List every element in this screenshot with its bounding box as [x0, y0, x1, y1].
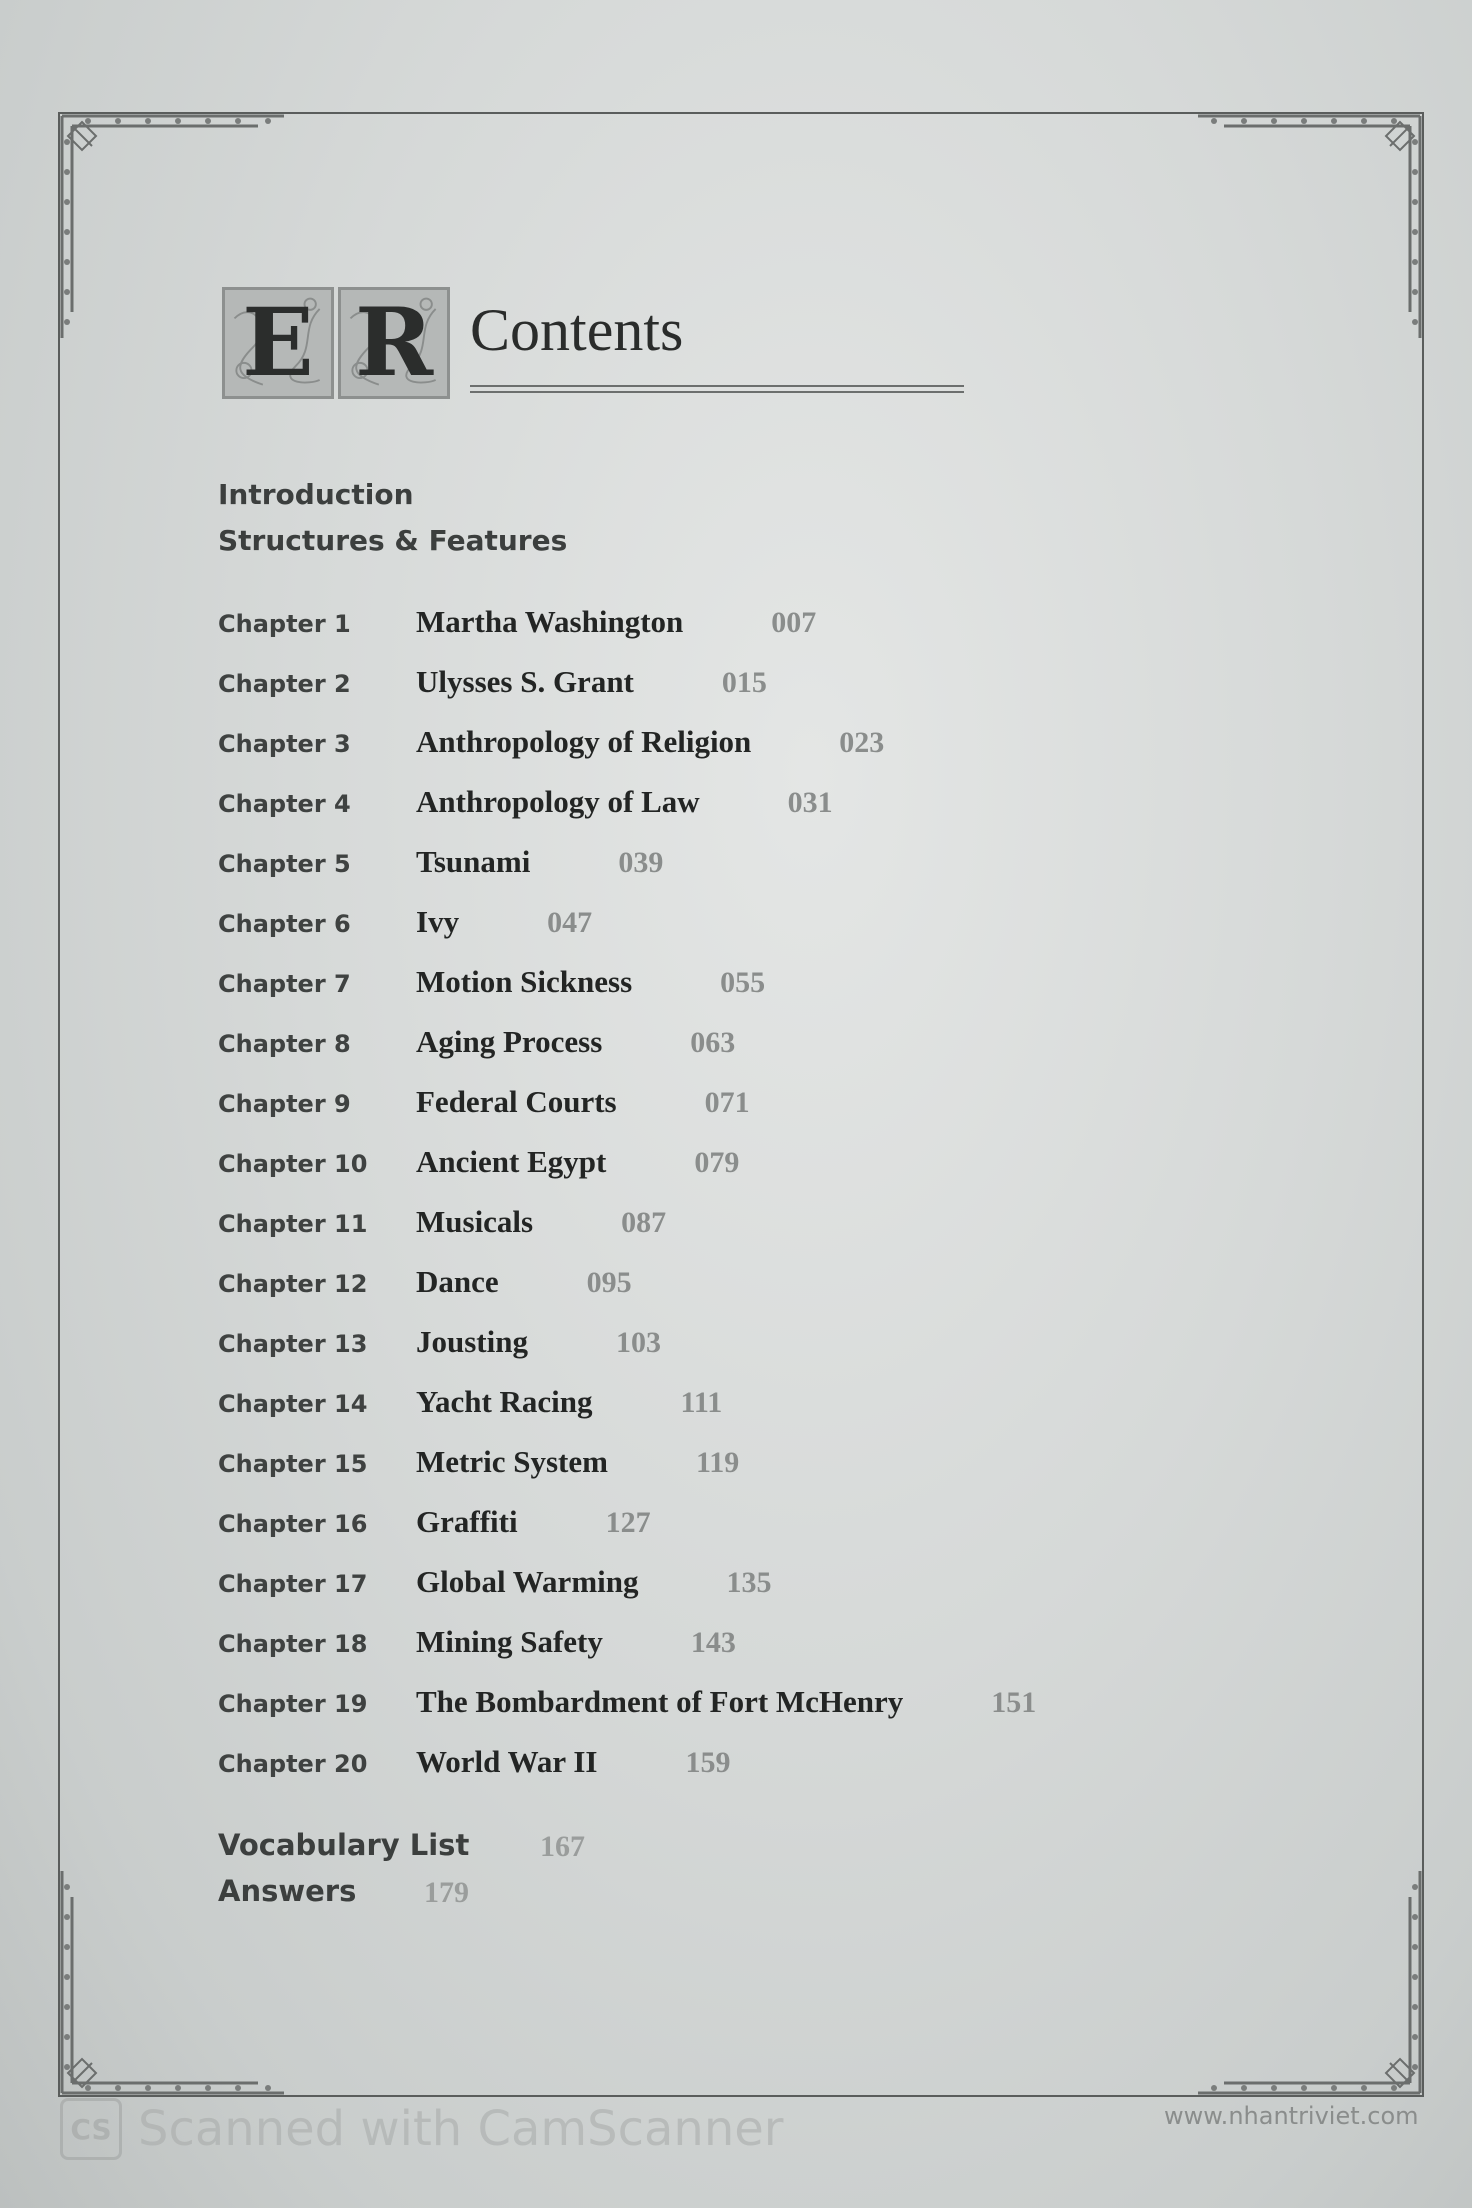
toc-row-chapter-9[interactable]	[218, 1084, 750, 1128]
chapter-title: Graffiti	[416, 1504, 518, 1539]
toc-row-chapter-16[interactable]	[218, 1504, 651, 1548]
chapter-page-number: 079	[694, 1146, 740, 1179]
toc-row-chapter-1[interactable]	[218, 604, 816, 648]
toc-row-chapter-19[interactable]	[218, 1684, 1036, 1728]
toc-row-chapter-15[interactable]	[218, 1444, 739, 1488]
toc-row-chapter-12[interactable]	[218, 1264, 632, 1308]
camscanner-logo-icon: CS	[60, 2098, 122, 2160]
camscanner-text: Scanned with CamScanner	[138, 2101, 784, 2157]
toc-row-chapter-6[interactable]	[218, 904, 592, 948]
chapter-page-number: 159	[685, 1746, 731, 1779]
chapter-page-number: 063	[690, 1026, 736, 1059]
chapter-page-number: 071	[704, 1086, 750, 1119]
vocabulary-list-page-number: 167	[540, 1830, 585, 1863]
toc-vocabulary-list[interactable]: Vocabulary List	[218, 1828, 470, 1862]
chapter-label: Chapter 18	[218, 1630, 368, 1658]
chapter-label: Chapter 11	[218, 1210, 368, 1238]
chapter-label: Chapter 6	[218, 910, 351, 938]
logo-letter-r: R	[338, 287, 450, 399]
chapter-page-number: 007	[771, 606, 817, 639]
toc-structures-features[interactable]: Structures & Features	[218, 524, 568, 557]
chapter-title: Anthropology of Religion	[416, 724, 752, 759]
chapter-title: Martha Washington	[416, 604, 684, 639]
chapter-label: Chapter 1	[218, 610, 351, 638]
chapter-label: Chapter 8	[218, 1030, 351, 1058]
chapter-page-number: 023	[839, 726, 885, 759]
ornament-corner-top-right	[1194, 112, 1424, 342]
chapter-label: Chapter 17	[218, 1570, 368, 1598]
chapter-label: Chapter 10	[218, 1150, 368, 1178]
chapter-title: Metric System	[416, 1444, 608, 1479]
chapter-title: Motion Sickness	[416, 964, 633, 999]
chapter-title: Federal Courts	[416, 1084, 617, 1119]
ornament-corner-bottom-right	[1194, 1867, 1424, 2097]
toc-row-chapter-3[interactable]	[218, 724, 884, 768]
chapter-title: Dance	[416, 1264, 499, 1299]
toc-row-chapter-20[interactable]	[218, 1744, 730, 1788]
toc-row-chapter-17[interactable]	[218, 1564, 772, 1608]
toc-row-chapter-2[interactable]	[218, 664, 767, 708]
chapter-title: Aging Process	[416, 1024, 603, 1059]
title-underline	[470, 385, 964, 393]
toc-row-chapter-13[interactable]	[218, 1324, 661, 1368]
chapter-label: Chapter 15	[218, 1450, 368, 1478]
chapter-page-number: 095	[586, 1266, 632, 1299]
chapter-label: Chapter 19	[218, 1690, 368, 1718]
chapter-label: Chapter 4	[218, 790, 351, 818]
toc-row-chapter-14[interactable]	[218, 1384, 722, 1428]
er-logo	[222, 287, 450, 399]
chapter-page-number: 111	[680, 1386, 723, 1419]
chapter-page-number: 031	[787, 786, 833, 819]
chapter-page-number: 119	[695, 1446, 740, 1479]
answers-page-number: 179	[424, 1876, 469, 1909]
chapter-label: Chapter 12	[218, 1270, 368, 1298]
chapter-page-number: 047	[547, 906, 593, 939]
chapter-page-number: 039	[618, 846, 664, 879]
chapter-title: Ulysses S. Grant	[416, 664, 634, 699]
toc-row-chapter-7[interactable]	[218, 964, 765, 1008]
toc-row-chapter-5[interactable]	[218, 844, 663, 888]
chapter-title: World War II	[416, 1744, 598, 1779]
toc-row-chapter-8[interactable]	[218, 1024, 735, 1068]
chapter-page-number: 135	[726, 1566, 772, 1599]
toc-row-chapter-10[interactable]	[218, 1144, 739, 1188]
chapter-title: Ancient Egypt	[416, 1144, 607, 1179]
chapter-page-number: 015	[721, 666, 767, 699]
toc-introduction[interactable]: Introduction	[218, 478, 414, 511]
chapter-label: Chapter 14	[218, 1390, 368, 1418]
chapter-page-number: 127	[605, 1506, 651, 1539]
toc-answers[interactable]: Answers	[218, 1874, 357, 1908]
chapter-title: Global Warming	[416, 1564, 639, 1599]
chapter-label: Chapter 5	[218, 850, 351, 878]
toc-row-chapter-4[interactable]	[218, 784, 833, 828]
chapter-label: Chapter 2	[218, 670, 351, 698]
chapter-label: Chapter 13	[218, 1330, 368, 1358]
chapter-title: The Bombardment of Fort McHenry	[416, 1684, 904, 1719]
chapter-label: Chapter 20	[218, 1750, 368, 1778]
chapter-page-number: 103	[615, 1326, 661, 1359]
camscanner-watermark	[60, 2098, 784, 2160]
chapter-page-number: 055	[720, 966, 766, 999]
chapter-label: Chapter 16	[218, 1510, 368, 1538]
chapter-title: Yacht Racing	[416, 1384, 593, 1419]
chapter-label: Chapter 3	[218, 730, 351, 758]
page-title: Contents	[470, 297, 684, 363]
chapter-page-number: 087	[621, 1206, 667, 1239]
chapter-title: Tsunami	[416, 844, 531, 879]
toc-row-chapter-18[interactable]	[218, 1624, 736, 1668]
logo-letter-e: E	[222, 287, 334, 399]
chapter-title: Musicals	[416, 1204, 534, 1239]
chapter-page-number: 151	[991, 1686, 1037, 1719]
chapter-label: Chapter 7	[218, 970, 351, 998]
publisher-url: www.nhantriviet.com	[1164, 2102, 1419, 2130]
chapter-title: Ivy	[416, 904, 460, 939]
chapter-title: Anthropology of Law	[416, 784, 700, 819]
chapter-page-number: 143	[690, 1626, 736, 1659]
toc-row-chapter-11[interactable]	[218, 1204, 666, 1248]
chapter-label: Chapter 9	[218, 1090, 351, 1118]
chapter-title: Mining Safety	[416, 1624, 603, 1659]
chapter-title: Jousting	[416, 1324, 528, 1359]
